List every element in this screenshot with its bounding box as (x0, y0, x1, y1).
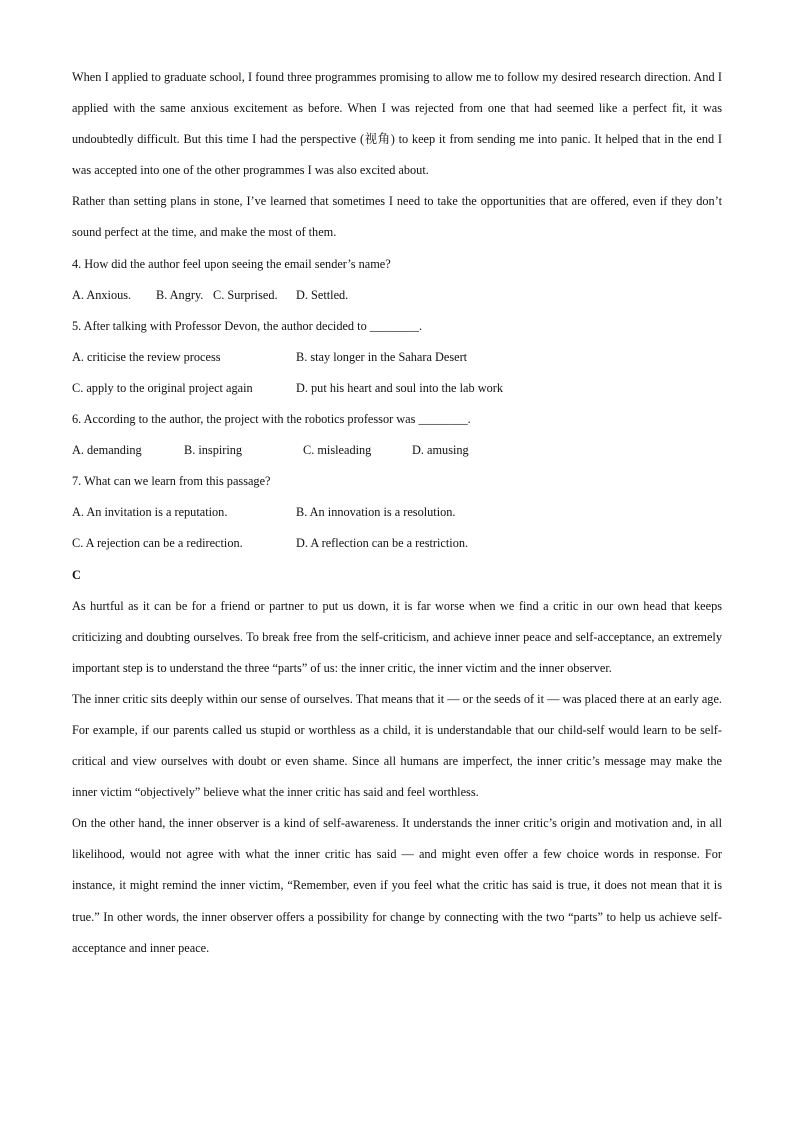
question-stem: 4. How did the author feel upon seeing the email sender’s name? (72, 256, 391, 271)
section-heading: C (72, 567, 81, 582)
option-d[interactable]: D. Settled. (296, 287, 349, 302)
passage-b-paragraph: When I applied to graduate school, I found three programmes promising to allow me to follow my desired research direction. And I applied with the same anxious excitement as before. When I was rejected from one that had seemed like a perfect fit, it was undoubtedly difficult. But this time I had the perspective (视角) to keep it from sending me into panic. It helped that in the end I was accepted into one of the other programmes I was also excited about. (72, 70, 722, 178)
question-stem: 7. What can we learn from this passage? (72, 474, 271, 489)
option-c[interactable]: C. misleading (303, 443, 372, 458)
option-d[interactable]: D. amusing (412, 443, 469, 458)
option-b[interactable]: B. stay longer in the Sahara Desert (296, 349, 468, 364)
question-options (72, 342, 722, 373)
question-options (72, 373, 722, 404)
question-options (72, 435, 722, 466)
option-c[interactable]: C. A rejection can be a redirection. (72, 536, 243, 551)
option-d[interactable]: D. A reflection can be a restriction. (296, 536, 469, 551)
question-options (72, 280, 722, 311)
question-options (72, 528, 722, 559)
document-page (72, 62, 722, 964)
passage-b-paragraph: Rather than setting plans in stone, I’ve learned that sometimes I need to take the opportunities that are offered, even if they don’t sound perfect at the time, and make the most of them. (72, 194, 722, 240)
option-a[interactable]: A. Anxious. (72, 287, 132, 302)
option-a[interactable]: A. An invitation is a reputation. (72, 505, 228, 520)
option-a[interactable]: A. demanding (72, 443, 142, 458)
option-c[interactable]: C. apply to the original project again (72, 380, 253, 395)
section-c-paragraph: The inner critic sits deeply within our sense of ourselves. That means that it — or the seeds of it — was placed there at an early age. For example, if our parents called us stupid or worthless as a child, it is understandable that our child-self would learn to be self-critical and view ourselves with doubt or even shame. Since all humans are imperfect, the inner critic’s message may make the inner victim “objectively” believe what the inner critic has said and feel worthless. (72, 691, 722, 800)
option-b[interactable]: B. inspiring (184, 443, 243, 458)
question-stem: 6. According to the author, the project with the robotics professor was ________. (72, 412, 471, 427)
option-d[interactable]: D. put his heart and soul into the lab work (296, 380, 503, 395)
option-c[interactable]: C. Surprised. (213, 287, 278, 302)
option-b[interactable]: B. Angry. (156, 287, 204, 302)
section-c-paragraph: As hurtful as it can be for a friend or partner to put us down, it is far worse when we find a critic in our own head that keeps criticizing and doubting ourselves. To break free from the self-criticism, and achieve inner peace and self-acceptance, an extremely important step is to understand the three “parts” of us: the inner critic, the inner victim and the inner observer. (72, 598, 722, 675)
option-b[interactable]: B. An innovation is a resolution. (296, 505, 456, 520)
section-c-paragraph: On the other hand, the inner observer is a kind of self-awareness. It understands the inner critic’s origin and motivation and, in all likelihood, would not agree with what the inner critic has said — and might even offer a few choice words in response. For instance, it might remind the inner victim, “Remember, even if you feel what the critic has said is true, it does not mean that it is true.” In other words, the inner observer offers a possibility for change by connecting with the two “parts” to help us achieve self-acceptance and inner peace. (72, 816, 722, 955)
question-stem: 5. After talking with Professor Devon, the author decided to ________. (72, 318, 423, 333)
question-options (72, 497, 722, 528)
option-a[interactable]: A. criticise the review process (72, 349, 221, 364)
